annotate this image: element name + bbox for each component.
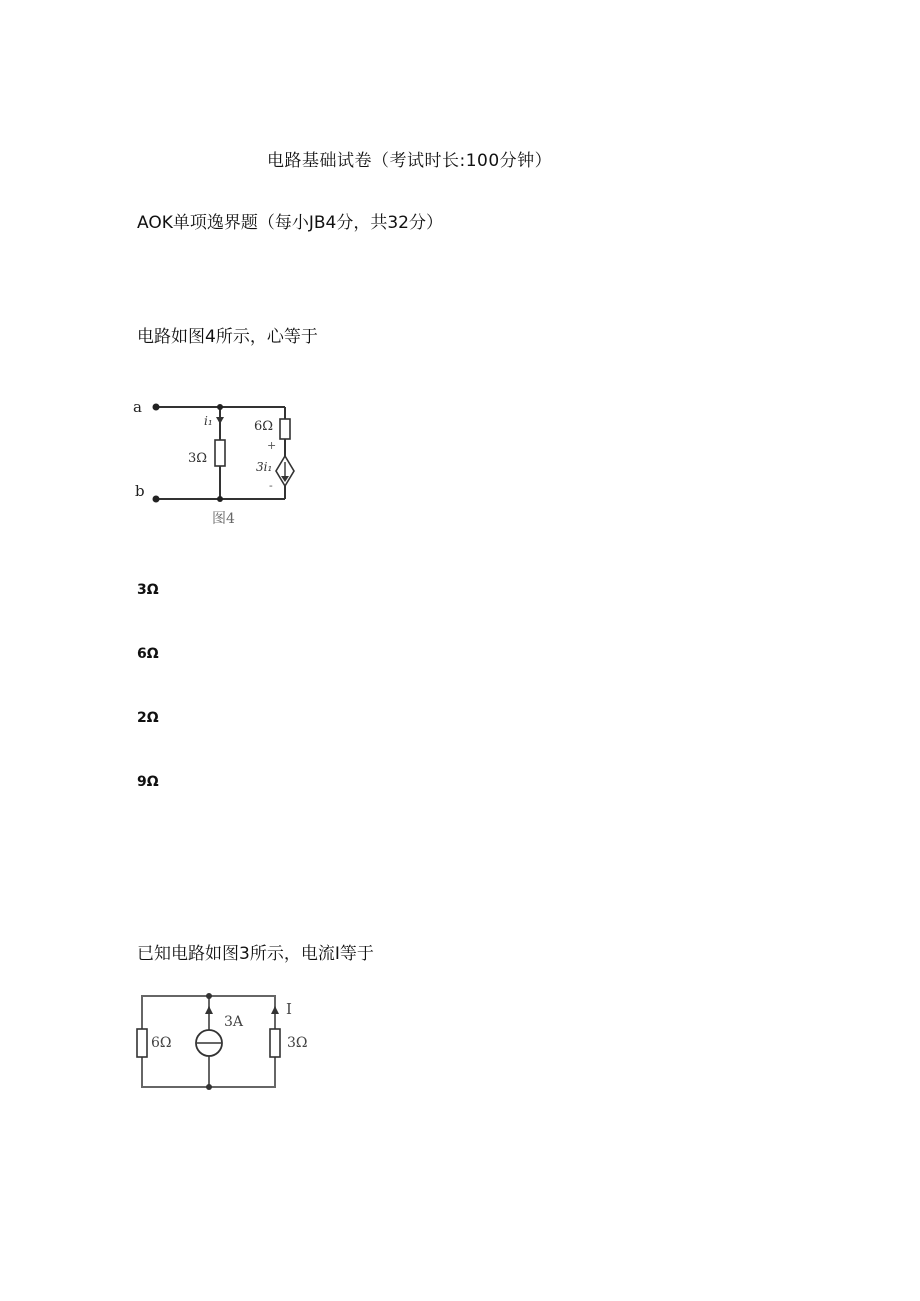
current-i1-label: i₁ xyxy=(204,414,213,428)
figure-4-caption: 图4 xyxy=(212,511,235,527)
minus-sign: - xyxy=(269,479,273,492)
resistor-6-ohm-label: 6Ω xyxy=(254,419,274,434)
resistor-6-ohm-label: 6Ω xyxy=(151,1035,172,1051)
plus-sign: + xyxy=(267,439,277,452)
node-b-label: b xyxy=(135,482,145,500)
source-arrow-icon xyxy=(205,1006,213,1014)
resistor-6-ohm xyxy=(280,419,290,439)
dependent-source-label: 3i₁ xyxy=(256,460,273,474)
source-3a-label: 3A xyxy=(224,1014,244,1030)
option-1: 3Ω xyxy=(137,582,159,598)
question-2-text: 已知电路如图3所示，电流I等于 xyxy=(137,944,374,964)
option-2: 6Ω xyxy=(137,646,159,662)
option-4: 9Ω xyxy=(137,774,159,790)
junction-top xyxy=(217,404,223,410)
resistor-3-ohm xyxy=(270,1029,280,1057)
question-1-text: 电路如图4所示，心等于 xyxy=(137,327,318,347)
terminal-a xyxy=(153,404,160,411)
option-3: 2Ω xyxy=(137,710,159,726)
resistor-3-ohm xyxy=(215,440,225,466)
current-arrow-icon xyxy=(216,417,224,424)
junction-bottom xyxy=(217,496,223,502)
circuit-figure-4 xyxy=(130,392,310,528)
circuit-figure-3 xyxy=(130,988,325,1092)
resistor-3-ohm-label: 3Ω xyxy=(188,451,208,466)
page-title: 电路基础试卷（考试时长:100分钟） xyxy=(267,151,553,171)
current-i-label: I xyxy=(286,1000,292,1018)
section-heading: AOK单项逸界题（每小JB4分，共32分） xyxy=(137,213,443,233)
resistor-3-ohm-label: 3Ω xyxy=(287,1035,308,1051)
node-a-label: a xyxy=(133,398,142,416)
terminal-b xyxy=(153,496,160,503)
junction-bottom xyxy=(206,1084,212,1090)
junction-top xyxy=(206,993,212,999)
resistor-6-ohm xyxy=(137,1029,147,1057)
current-arrow-icon xyxy=(271,1006,279,1014)
